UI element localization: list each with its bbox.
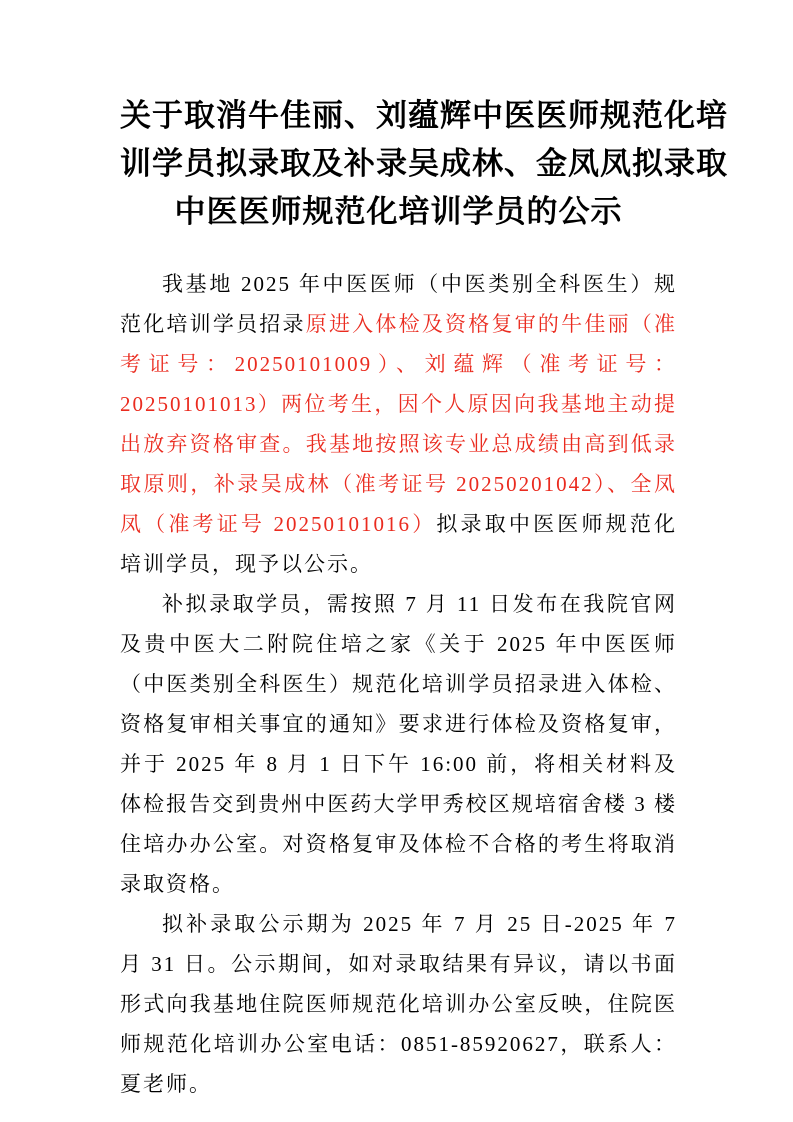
document-title <box>120 92 728 236</box>
text-run: 我基地 2025 年中医医师（中医类别全科医生）规范化培训学员招录 <box>120 272 677 336</box>
title-line-2: 训学员拟录取及补录吴成林、金凤凤拟录取 <box>120 146 728 181</box>
paragraph <box>120 584 677 904</box>
text-run: 拟补录取公示期为 2025 年 7 月 25 日-2025 年 7 月 31 日。公示期间，如对录取结果有异议，请以书面形式向我基地住院医师规范化培训办公室反映，住院医师规范化培训办公室电话：0851-85920627，联系人：夏老师。 <box>120 912 677 1096</box>
paragraph <box>120 264 677 584</box>
text-run: 拟录取中医医师规范化培训学员，现予以公示。 <box>120 512 677 576</box>
title-line-1: 关于取消牛佳丽、刘蕴辉中医医师规范化培 <box>120 98 728 133</box>
text-run: 补拟录取学员，需按照 7 月 11 日发布在我院官网及贵中医大二附院住培之家《关于 2025 年中医医师（中医类别全科医生）规范化培训学员招录进入体检、资格复审相关事宜的通知》要求进行体检及资格复审，并于 2025 年 8 月 1 日下午 16:00 前，将相关材料及体检报告交到贵州中医药大学甲秀校区规培宿舍楼 3 楼住培办办公室。对资格复审及体检不合格的考生将取消录取资格。 <box>120 592 677 896</box>
title-line-3: 中医医师规范化培训学员的公示 <box>174 194 623 229</box>
paragraph <box>120 904 677 1104</box>
highlighted-text-run: 原进入体检及资格复审的牛佳丽（准考证号：20250101009）、刘蕴辉（准考证号：20250101013）两位考生，因个人原因向我基地主动提出放弃资格审查。我基地按照该专业总成绩由高到低录取原则，补录吴成林（准考证号 20250201042）、全凤凤（准考证号 20250101016） <box>120 312 678 536</box>
document-body <box>120 264 677 1104</box>
